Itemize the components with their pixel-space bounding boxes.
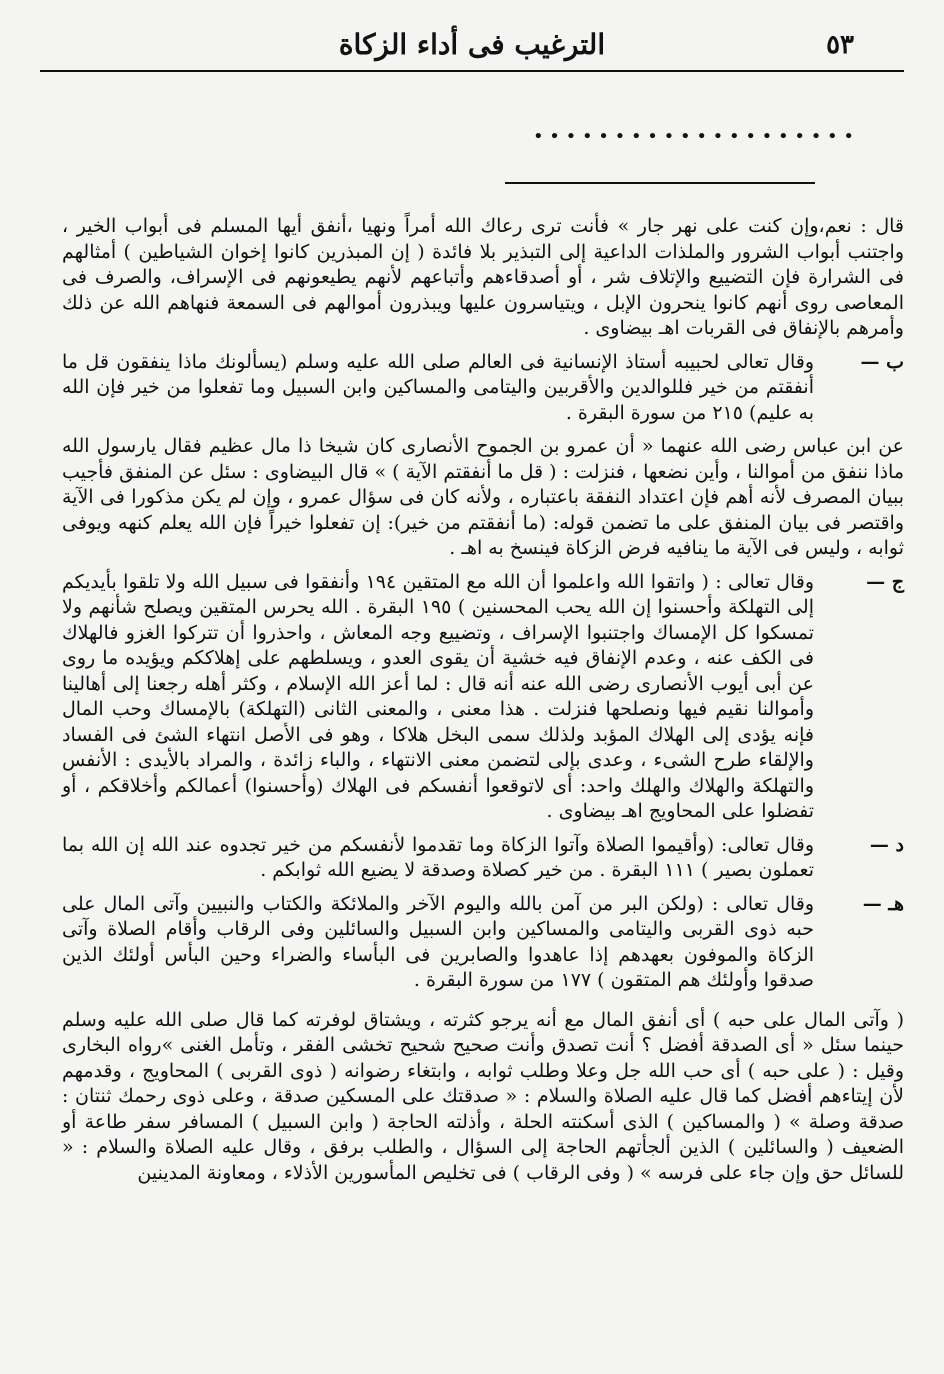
separator-dots: • • • • • • • • • • • • • • • • • • • • xyxy=(532,126,854,147)
paragraph-text: وقال تعالى لحبيبه أستاذ الإنسانية فى العالم صلى الله عليه وسلم (يسألونك ماذا ينفقون قل ما أنفقتم من خير فللوالدين والأقربين واليتامى والمساكين وابن السبيل وما تفعلوا من خير فإن الله به عليم) ٢١٥ من سورة البقرة . xyxy=(62,350,814,424)
paragraph xyxy=(62,570,904,825)
paragraph-text: ( وآتى المال على حبه ) أى أنفق المال مع أنه يرجو كثرته ، ويشتاق لوفرته كما قال صلى الله عليه وسلم حينما سئل « أى الصدقة أفضل ؟ أنت تصدق وأنت صحيح شحيح تخشى الفقر ، وتأمل الغنى »رواه البخارى وقيل : ( على حبه ) أى حب الله جل وعلا وطلب ثوابه ، وابتغاء رضوانه ( ذوى القربى ) المحاويج ، وقدمهم لأن إيتاءهم أفضل كما قال عليه الصلاة والسلام : « صدقتك على المسكين صدقة ، وعلى ذوى رحمك ثنتان : صدقة وصلة » ( والمساكين ) الذى أسكنته الحلة ، وأذلته الحاجة ( وابن السبيل ) المسافر سفر طاعة أو الضعيف ( والسائلين ) الذين ألجأتهم الحاجة إلى السؤال ، والطلب برفق ، وقال عليه الصلاة والسلام : « للسائل حق وإن جاء على فرسه » ( وفى الرقاب ) فى تخليص المأسورين الأذلاء ، ومعاونة المدينين xyxy=(62,1008,904,1184)
header-rule xyxy=(40,70,904,72)
paragraph-text: قال : نعم،وإن كنت على نهر جار » فأنت ترى رعاك الله أمراً ونهيا ،أنفق أيها المسلم فى أبواب الخير ، واجتنب أبواب الشرور والملذات الداعية إلى التبذير بلا فائدة ( إن المبذرين كانوا إخوان الشياطين ) أمثالهم فى الشرارة فإن التضييع والإتلاف شر ، أو أصدقاءهم وأتباعهم لأنهم يطيعونهم فى الإسراف، والصرف فى المعاصى روى أنهم كانوا ينحرون الإبل ، ويتياسرون عليها ويبذرون أموالهم فى السمعة فنهاهم الله عن ذلك وأمرهم بالإنفاق فى القربات اهـ بيضاوى . xyxy=(62,215,904,339)
item-marker: هـ — xyxy=(862,892,904,915)
item-marker: ج — xyxy=(866,570,904,593)
item-marker: د — xyxy=(869,833,904,856)
section-rule xyxy=(505,182,815,184)
paragraph xyxy=(62,434,904,562)
paragraph xyxy=(62,350,904,427)
page-number: ٥٣ xyxy=(826,30,854,60)
paragraph-text: عن ابن عباس رضى الله عنهما « أن عمرو بن الجموح الأنصارى كان شيخا ذا مال عظيم فقال يارسول الله ماذا ننفق من أموالنا ، وأين نضعها ، فنزلت : ( قل ما أنفقتم الآية ) » قال البيضاوى : سئل عن المنفق فأجيب ببيان المصرف لأنه أهم فإن اعتداد النفقة باعتباره ، ولأنه كان فى سؤال عمرو ، وإن لم يكن مذكورا فى الآية واقتصر فى بيان المنفق على ما تضمن قوله: (ما أنفقتم من خير): إن تفعلوا خيراً فإن الله يعلم كنهه ويوفى ثوابه ، وليس فى الآية ما ينافيه فرض الزكاة فينسخ به اهـ . xyxy=(62,435,904,559)
page-header xyxy=(40,22,904,66)
paragraph-text: وقال تعالى: (وأقيموا الصلاة وآتوا الزكاة وما تقدموا لأنفسكم من خير تجدوه عند الله إن الله بما تعملون بصير ) ١١١ البقرة . من خير كصلاة وصدقة لا يضيع الله ثوابكم . xyxy=(62,833,814,881)
running-title: الترغيب فى أداء الزكاة xyxy=(338,28,606,61)
page-body xyxy=(62,214,904,1186)
paragraph-text: وقال تعالى : ( واتقوا الله واعلموا أن الله مع المتقين ١٩٤ وأنفقوا فى سبيل الله ولا تلقوا بأيديكم إلى التهلكة وأحسنوا إن الله يحب المحسنين ) ١٩٥ البقرة . الله يحرس المتقين ويصلح شأنهم ولا تمسكوا كل الإمساك واجتنبوا الإسراف ، وتضييع وجه المعاش ، واحذروا أن تتركوا الغزو فالهلاك فى الكف عنه ، وعدم الإنفاق فيه خشية أن يقوى العدو ، ويسلطهم على إهلاككم ويؤيده ما روى عن أبى أيوب الأنصارى رضى الله عنه أنه قال : لما أعز الله الإسلام ، وكثر أهله رجعنا إلى أهالينا وأموالنا نقيم فيها ونصلحها فنزلت . هذا معنى ، والمعنى الثانى (التهلكة) بالإمساك وحب المال فإنه يؤدى إلى الهلاك المؤبد ولذلك سمى البخل هلاكا ، وهو فى الأصل انتهاء الشئ فى الفساد والإلقاء طرح الشىء ، وعدى بإلى لتضمن معنى الانتهاء ، والباء زائدة ، والمراد بالأيدى : الأنفس والتهلكة والهلاك والهلك واحد: أى لاتوقعوا أنفسكم فى الهلاك (وأحسنوا) أعمالكم وأخلاقكم ، أو تفضلوا على المحاويج اهـ بيضاوى . xyxy=(62,570,814,822)
item-marker: ب — xyxy=(860,350,904,373)
paragraph xyxy=(62,892,904,994)
paragraph xyxy=(62,1008,904,1187)
paragraph xyxy=(62,214,904,342)
paragraph xyxy=(62,833,904,884)
paragraph-text: وقال تعالى : (ولكن البر من آمن بالله واليوم الآخر والملائكة والكتاب والنبيين وآتى المال على حبه ذوى القربى واليتامى والمساكين وابن السبيل والسائلين وفى الرقاب وأقام الصلاة وآتى الزكاة والموفون بعهدهم إذا عاهدوا والصابرين فى البأساء والضراء وحين البأس أولئك الذين صدقوا وأولئك هم المتقون ) ١٧٧ من سورة البقرة . xyxy=(62,892,814,991)
